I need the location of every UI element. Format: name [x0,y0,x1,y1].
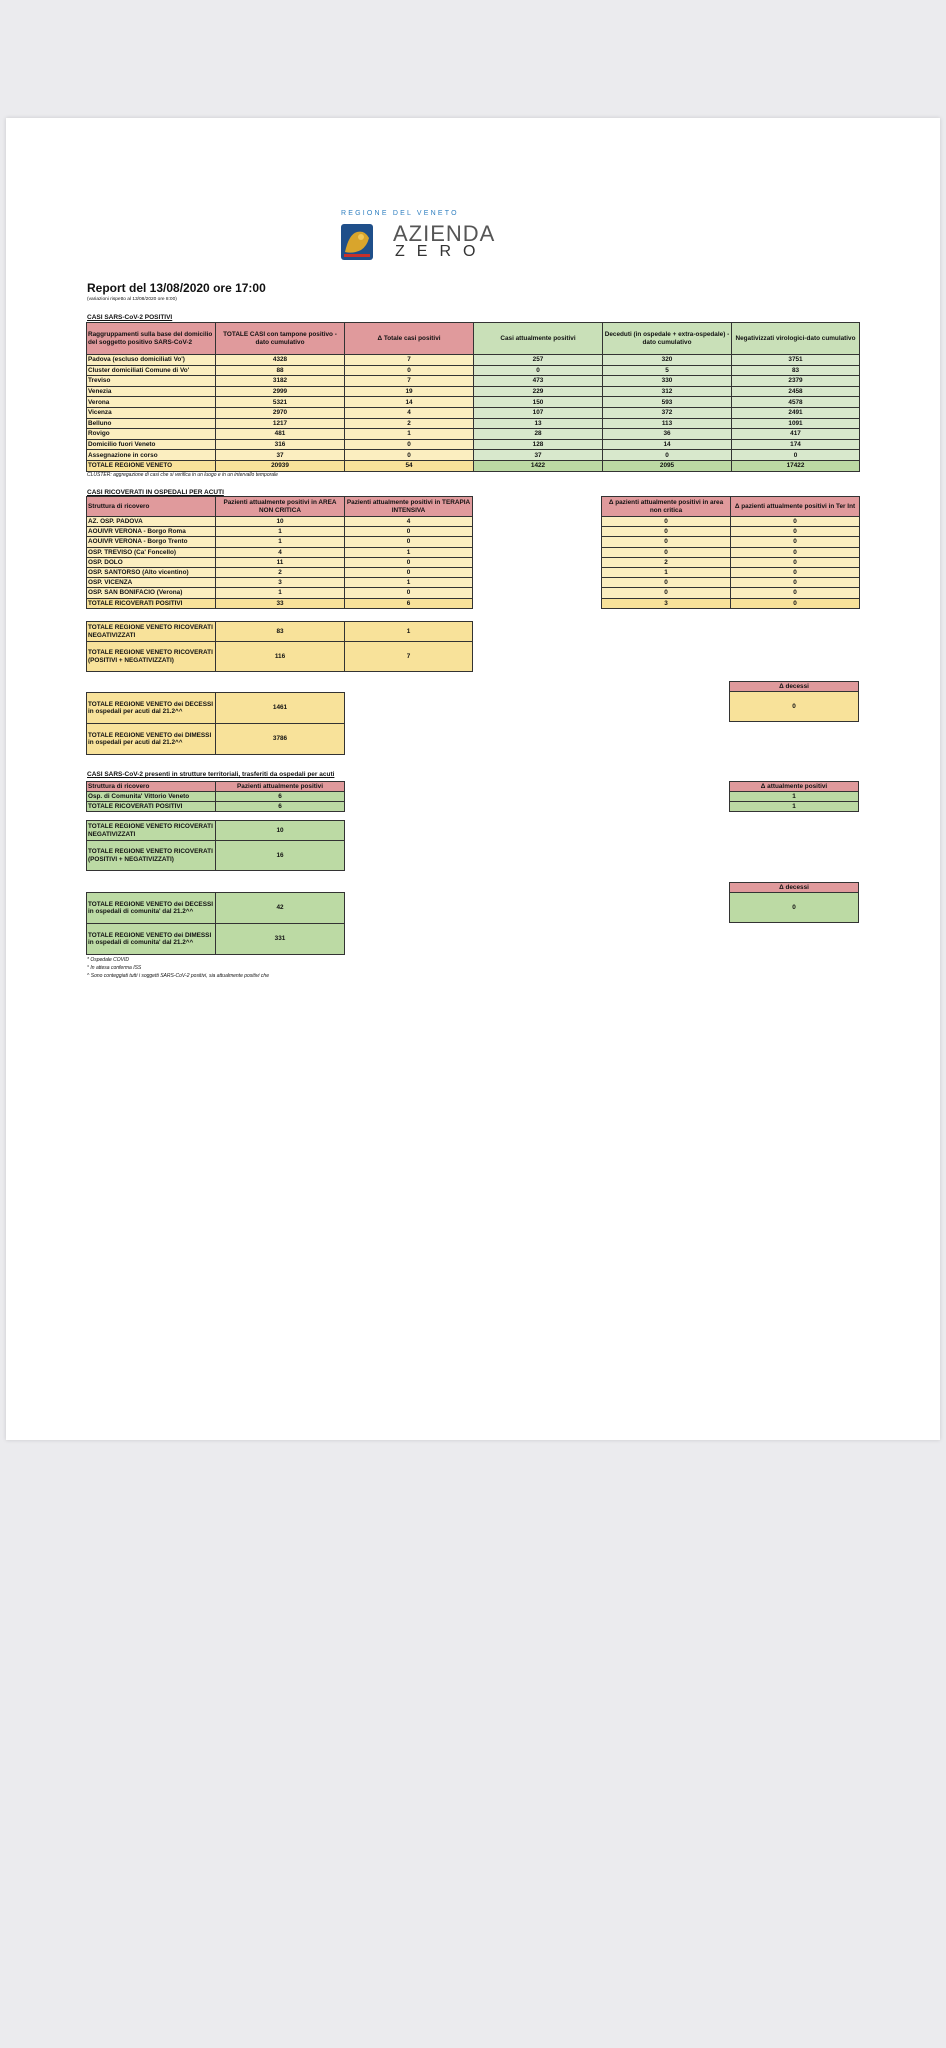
cell-value: 0 [731,527,860,537]
cell-value: 0 [731,588,860,598]
veneto-lion-emblem-icon [341,224,373,260]
table-row [87,567,473,577]
ricoverati-delta-decessi-table [729,681,859,722]
territoriali-table [86,781,345,812]
row-label: OSP. DOLO [87,557,216,567]
totals-value: 16 [216,841,345,871]
cell-value: 417 [732,429,860,440]
table-row [87,802,345,812]
total-row [602,598,860,608]
totals-label: TOTALE REGIONE VENETO RICOVERATI NEGATIVIZZATI [87,821,216,841]
table-row [730,692,859,722]
cell-value: 316 [216,439,345,450]
cell-value: 3 [216,578,345,588]
row-label: Treviso [87,376,216,387]
table-row [87,557,473,567]
table-row [730,782,859,792]
decessi-label: TOTALE REGIONE VENETO dei DECESSI in ospedali per acuti dal 21.2^^ [87,693,216,724]
totals-value: 116 [216,642,345,672]
pazienti-value: 6 [216,802,345,812]
cell-value: 1 [345,429,474,440]
table-row [87,386,860,397]
table-row [87,693,345,724]
header-terapia-intensiva: Pazienti attualmente positivi in TERAPIA INTENSIVA [345,497,473,517]
decessi-label: TOTALE REGIONE VENETO dei DECESSI in ospedali di comunita' dal 21.2^^ [87,893,216,924]
cell-value: 113 [603,418,732,429]
row-label: Assegnazione in corso [87,450,216,461]
delta-decessi-value: 0 [730,893,859,923]
table-row [730,883,859,893]
cell-value: 107 [474,407,603,418]
cell-value: 372 [603,407,732,418]
cluster-note: CLUSTER: aggregazione di casi che si verifica in un luogo e in un intervallo temporale [87,472,278,478]
cell-value: 1 [345,547,473,557]
table-row [87,724,345,755]
header-deceduti: Deceduti (in ospedale + extra-ospedale) -dato cumulativo [603,323,732,355]
table-row [87,792,345,802]
row-label: Cluster domiciliati Comune di Vo' [87,365,216,376]
row-label: OSP. SANTORSO (Alto vicentino) [87,567,216,577]
cell-value: 54 [345,460,474,471]
cell-value: 5 [603,365,732,376]
delta-decessi-label: Δ decessi [730,883,859,893]
cell-value: 473 [474,376,603,387]
totals-value: 1 [345,622,473,642]
table-row [87,588,473,598]
header-negativizzati: Negativizzati virologici-dato cumulativo [732,323,860,355]
row-label: 0 [602,517,731,527]
cell-value: 4 [345,517,473,527]
header-totale-casi: TOTALE CASI con tampone positivo - dato cumulativo [216,323,345,355]
cell-value: 0 [731,598,860,608]
header-delta-area-non-critica: Δ pazienti attualmente positivi in area non critica [602,497,731,517]
row-label: TOTALE REGIONE VENETO [87,460,216,471]
cell-value: 481 [216,429,345,440]
cell-value: 0 [731,537,860,547]
row-label: 0 [602,547,731,557]
cell-value: 2970 [216,407,345,418]
table-row [87,365,860,376]
cell-value: 17422 [732,460,860,471]
totals-label: TOTALE REGIONE VENETO RICOVERATI (POSITIVI + NEGATIVIZZATI) [87,642,216,672]
report-title: Report del 13/08/2020 ore 17:00 [87,281,266,295]
cell-value: 20939 [216,460,345,471]
cell-value: 1091 [732,418,860,429]
logo-region-text: REGIONE DEL VENETO [341,210,459,217]
cell-value: 7 [345,355,474,366]
cell-value: 11 [216,557,345,567]
cell-value: 0 [732,450,860,461]
cell-value: 1217 [216,418,345,429]
table-row [602,537,860,547]
totals-label: TOTALE REGIONE VENETO RICOVERATI NEGATIVIZZATI [87,622,216,642]
table-row [602,527,860,537]
row-label: AZ. OSP. PADOVA [87,517,216,527]
cell-value: 6 [345,598,473,608]
dimessi-value: 331 [216,924,345,955]
footnote: ° In attesa conferma ISS [87,965,142,971]
table-row [87,578,473,588]
cell-value: 4 [216,547,345,557]
territoriali-delta-table [729,781,859,812]
cell-value: 4578 [732,397,860,408]
cell-value: 1 [216,527,345,537]
cell-value: 36 [603,429,732,440]
table-row [87,924,345,955]
table-row [87,429,860,440]
cell-value: 7 [345,376,474,387]
cell-value: 28 [474,429,603,440]
positivi-table [86,322,860,472]
positivi-section-title: CASI SARS-CoV-2 POSITIVI [87,314,173,321]
cell-value: 0 [603,450,732,461]
row-label: TOTALE RICOVERATI POSITIVI [87,598,216,608]
territoriali-decessi-table [86,892,345,955]
cell-value: 312 [603,386,732,397]
row-label: Domicilio fuori Veneto [87,439,216,450]
cell-value: 2458 [732,386,860,397]
table-row [87,439,860,450]
cell-value: 13 [474,418,603,429]
cell-value: 1 [345,578,473,588]
table-row [602,578,860,588]
table-row [87,841,345,871]
totals-value: 83 [216,622,345,642]
struttura-name: TOTALE RICOVERATI POSITIVI [87,802,216,812]
cell-value: 1422 [474,460,603,471]
ricoverati-table [86,496,473,609]
cell-value: 88 [216,365,345,376]
row-label: OSP. TREVISO (Ca' Foncello) [87,547,216,557]
row-label: Rovigo [87,429,216,440]
cell-value: 5321 [216,397,345,408]
header-pazienti-positivi: Pazienti attualmente positivi [216,782,345,792]
cell-value: 2999 [216,386,345,397]
ricoverati-delta-table [601,496,860,609]
row-label: 1 [602,567,731,577]
cell-value: 150 [474,397,603,408]
cell-value: 174 [732,439,860,450]
row-label: AOUIVR VERONA - Borgo Roma [87,527,216,537]
table-row [730,682,859,692]
cell-value: 33 [216,598,345,608]
table-row [87,537,473,547]
header-area-non-critica: Pazienti attualmente positivi in AREA NON CRITICA [216,497,345,517]
table-row [87,355,860,366]
dimessi-value: 3786 [216,724,345,755]
total-row [87,598,473,608]
cell-value: 0 [731,557,860,567]
cell-value: 2 [345,418,474,429]
row-label: 2 [602,557,731,567]
table-row [602,588,860,598]
cell-value: 330 [603,376,732,387]
cell-value: 128 [474,439,603,450]
ricoverati-section-title: CASI RICOVERATI IN OSPEDALI PER ACUTI [87,489,224,496]
total-row [87,460,860,471]
logo-zero-text: ZERO [395,243,488,260]
table-row [87,547,473,557]
header-struttura: Struttura di ricovero [87,782,216,792]
table-row [730,802,859,812]
table-row [87,517,473,527]
cell-value: 2 [216,567,345,577]
cell-value: 2095 [603,460,732,471]
row-label: 0 [602,527,731,537]
cell-value: 4328 [216,355,345,366]
cell-value: 14 [345,397,474,408]
cell-value: 257 [474,355,603,366]
row-label: 0 [602,537,731,547]
cell-value: 14 [603,439,732,450]
cell-value: 0 [731,547,860,557]
cell-value: 229 [474,386,603,397]
table-row [87,527,473,537]
table-row [87,893,345,924]
row-label: Verona [87,397,216,408]
totals-value: 7 [345,642,473,672]
row-label: OSP. VICENZA [87,578,216,588]
report-subtitle: (variazioni rispetto al 13/08/2020 ore 8:00) [87,297,177,302]
territoriali-totals-table [86,820,345,871]
header-attualmente-positivi: Casi attualmente positivi [474,323,603,355]
table-row [87,407,860,418]
table-row [87,450,860,461]
cell-value: 3751 [732,355,860,366]
table-row [87,397,860,408]
delta-decessi-value: 0 [730,692,859,722]
decessi-value: 42 [216,893,345,924]
cell-value: 0 [731,578,860,588]
cell-value: 2491 [732,407,860,418]
territoriali-delta-decessi-table [729,882,859,923]
logo-azienda-text: AZIENDA [393,221,496,246]
row-label: Venezia [87,386,216,397]
row-label: Vicenza [87,407,216,418]
footnote: ^ Sono conteggiati tutti i soggetti SARS-CoV-2 positivi, sia attualmente positivi che [87,973,269,979]
ricoverati-header-row [87,497,473,517]
row-label: 0 [602,578,731,588]
cell-value: 0 [345,439,474,450]
table-row [87,821,345,841]
row-label: Padova (escluso domiciliati Vo') [87,355,216,366]
delta-decessi-label: Δ decessi [730,682,859,692]
cell-value: 0 [345,537,473,547]
cell-value: 593 [603,397,732,408]
cell-value: 0 [731,517,860,527]
cell-value: 0 [345,567,473,577]
pazienti-value: 6 [216,792,345,802]
cell-value: 83 [732,365,860,376]
totals-value: 10 [216,821,345,841]
table-row [602,517,860,527]
row-label: AOUIVR VERONA - Borgo Trento [87,537,216,547]
dimessi-label: TOTALE REGIONE VENETO dei DIMESSI in ospedali di comunita' dal 21.2^^ [87,924,216,955]
cell-value: 320 [603,355,732,366]
cell-value: 0 [345,365,474,376]
header-raggruppamenti: Raggruppamenti sulla base del domicilio del soggetto positivo SARS-CoV-2 [87,323,216,355]
delta-attualmente-label: Δ attualmente positivi [730,782,859,792]
row-label: Belluno [87,418,216,429]
cell-value: 1 [216,588,345,598]
table-row [730,792,859,802]
table-row [87,622,473,642]
cell-value: 0 [731,567,860,577]
footnote: * Ospedale COVID [87,957,129,963]
table-row [602,557,860,567]
dimessi-label: TOTALE REGIONE VENETO dei DIMESSI in ospedali per acuti dal 21.2^^ [87,724,216,755]
ricoverati-decessi-table [86,692,345,755]
cell-value: 0 [345,527,473,537]
cell-value: 37 [216,450,345,461]
cell-value: 0 [345,450,474,461]
cell-value: 2379 [732,376,860,387]
row-label: 3 [602,598,731,608]
territoriali-section-title: CASI SARS-CoV-2 presenti in strutture territoriali, trasferiti da ospedali per acuti [87,771,335,778]
row-label: OSP. SAN BONIFACIO (Verona) [87,588,216,598]
table-row [602,567,860,577]
row-label: 0 [602,588,731,598]
cell-value: 0 [345,557,473,567]
header-struttura: Struttura di ricovero [87,497,216,517]
totals-label: TOTALE REGIONE VENETO RICOVERATI (POSITIVI + NEGATIVIZZATI) [87,841,216,871]
table-row [87,376,860,387]
delta-value: 1 [730,792,859,802]
cell-value: 3182 [216,376,345,387]
territoriali-header-row [87,782,345,792]
delta-value: 1 [730,802,859,812]
cell-value: 0 [474,365,603,376]
positivi-header-row [87,323,860,355]
ricoverati-totals-table [86,621,473,672]
table-row [87,642,473,672]
cell-value: 37 [474,450,603,461]
header-delta-ter-int: Δ pazienti attualmente positivi in Ter Int [731,497,860,517]
table-row [87,418,860,429]
table-row [730,893,859,923]
cell-value: 10 [216,517,345,527]
table-row [602,547,860,557]
decessi-value: 1461 [216,693,345,724]
struttura-name: Osp. di Comunita' Vittorio Veneto [87,792,216,802]
cell-value: 1 [216,537,345,547]
azienda-zero-logo [335,210,496,266]
cell-value: 19 [345,386,474,397]
cell-value: 0 [345,588,473,598]
ricoverati-delta-header-row [602,497,860,517]
cell-value: 4 [345,407,474,418]
header-delta-casi: Δ Totale casi positivi [345,323,474,355]
